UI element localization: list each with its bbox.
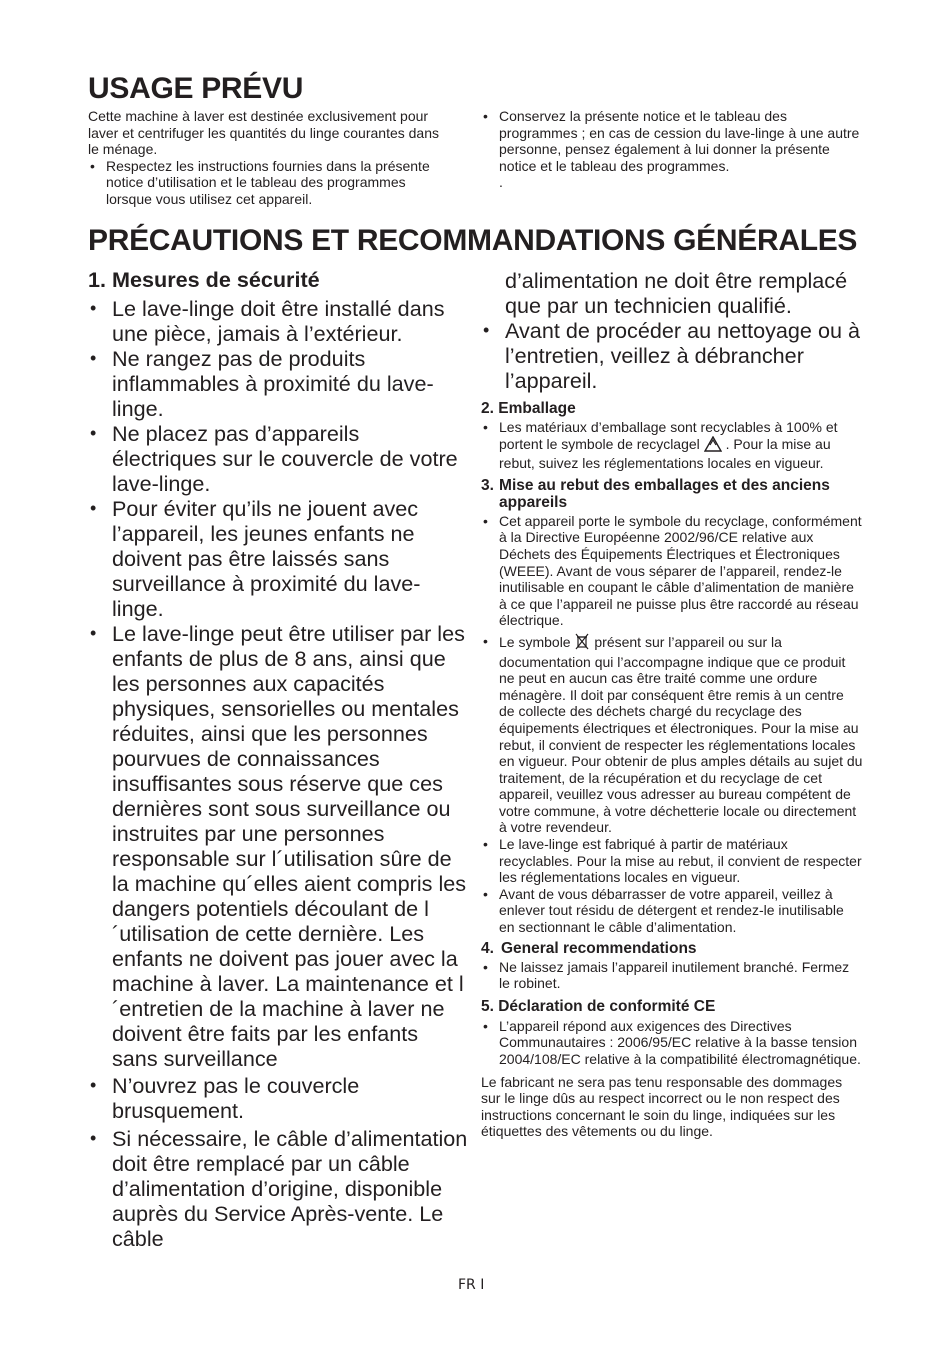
- safety-right-column: [481, 268, 863, 1140]
- disposal-item-symbol-text: Le symbole: [499, 633, 571, 650]
- disposal-item-symbol-text-2: présent sur l’appareil ou sur la documentation qui l’accompagne indique que ce produit ne peut en aucun cas être traité comme une ordure ménagère. Il doit par conséquent être remis à un centre de collecte des déchets chargé du recyclage des équipements électriques et électroniques. Pour la mise au rebut, il convient de respecter les réglementations locales en vigueur. Pour obtenir de plus amples détails au sujet du traitement, de la récupération et du recyclage de cet appareil, veuillez vous adresser au bureau compétent de votre commune, à votre déchetterie locale ou directement à votre revendeur.: [499, 633, 863, 836]
- safety-item-indoor: • Le lave-linge doit être installé dans une pièce, jamais à l’extérieur.: [88, 296, 468, 346]
- usage-bullet-instructions: • Respectez les instructions fournies dans la présente notice d’utilisation et le tableau des programmes lorsque vous utilisez cet appareil.: [88, 158, 443, 208]
- section-title-precautions: PRÉCAUTIONS ET RECOMMANDATIONS GÉNÉRALES: [88, 224, 858, 257]
- crossed-bin-icon: [574, 633, 590, 654]
- packaging-heading: 2. Emballage: [481, 400, 576, 417]
- page-number: FR I: [458, 1277, 485, 1293]
- general-recommendations-heading: [481, 940, 863, 957]
- packaging-item-text-2: . Pour la mise au rebut, suivez les réglementations locales en vigueur.: [499, 435, 831, 472]
- safety-item-power-cable: • Si nécessaire, le câble d’alimentation doit être remplacé par un câble d’alimentation d’origine, disponible auprès du Service Après-vente. Le câble: [88, 1126, 468, 1251]
- usage-bullet-keep-notice: • Conservez la présente notice et le tableau des programmes ; en cas de cession du lave-linge à une autre personne, pensez également à lui donner la présente notice et le tableau des programmes.: [481, 108, 863, 174]
- safety-item-usage-ages: • Le lave-linge peut être utiliser par les enfants de plus de 8 ans, ainsi que les personnes aux capacités physiques, sensorielles ou mentales réduites, ainsi que les personnes pourvues de connaissances insuffisantes sous réserve que ces dernières sont sous surveillance ou instruites par une personnes responsable sur l´utilisation sûre de la machine qu´elles aient compris les dangers potentiels découlant de l´utilisation de cette dernière. Les enfants ne doivent pas jouer avec la machine à laver. La maintenance et l´entretien de la machine à laver ne doivent être faits par les enfants sans surveillance: [88, 621, 468, 1071]
- section-title-usage: USAGE PRÉVU: [88, 72, 304, 105]
- general-recommendations-number: 4.: [481, 939, 494, 957]
- disposal-item-recyclable: • Le lave-linge est fabriqué à partir de matériaux recyclables. Pour la mise au rebut, il convient de respecter les réglementations locales en vigueur.: [481, 836, 863, 886]
- safety-item-flammable: • Ne rangez pas de produits inflammables à proximité du lave-linge.: [88, 346, 468, 421]
- conformity-heading: 5. Déclaration de conformité CE: [481, 997, 716, 1015]
- disposal-heading-number: 3.: [481, 476, 494, 494]
- safety-item-children: • Pour éviter qu’ils ne jouent avec l’appareil, les jeunes enfants ne doivent pas être laissés sans surveillance à proximité du lave- linge.: [88, 496, 468, 621]
- disposal-item-symbol: [481, 633, 863, 836]
- manufacturer-disclaimer: Le fabricant ne sera pas tenu responsable des dommages sur le linge dûs au respect incorrect ou le non respect des instructions concernant le soin du linge, indiquées sur les étiquettes des vêtements ou du linge.: [481, 1073, 843, 1140]
- recycle-icon: [704, 436, 722, 456]
- safety-heading: 1. Mesures de sécurité: [88, 267, 320, 292]
- packaging-item: [481, 419, 863, 472]
- usage-left-column: [88, 108, 443, 208]
- general-recommendations-item: • Ne laissez jamais l’appareil inutilement branché. Fermez le robinet.: [481, 959, 863, 992]
- disposal-item-detergent: • Avant de vous débarrasser de votre appareil, veillez à enlever tout résidu de détergent et rendez-le inutilisable en sectionnant le câble d’alimentation.: [481, 886, 863, 936]
- packaging-item-text: Les matériaux d’emballage sont recyclables à 100% et portent le symbole de recyclagel: [499, 419, 838, 452]
- disposal-heading-text: Mise au rebut des emballages et des anciens appareils: [499, 476, 830, 511]
- safety-cable-continued: d’alimentation ne doit être remplacé que par un technicien qualifié.: [505, 268, 848, 318]
- general-recommendations-text: General recommendations: [501, 939, 697, 957]
- safety-item-electric-devices: • Ne placez pas d’appareils électriques sur le couvercle de votre lave-linge.: [88, 421, 468, 496]
- disposal-item-weee: • Cet appareil porte le symbole du recyclage, conformément à la Directive Européenne 2002/96/CE relative aux Déchets des Équipements Électriques et Électroniques (WEEE). Avant de vous séparer de l’appareil, rendez-le inutilisable en coupant le câble d’alimentation de manière à ce que l’appareil ne puisse plus être raccordé au réseau électrique.: [481, 513, 863, 629]
- safety-left-column: [88, 267, 468, 1251]
- usage-dot: .: [499, 174, 503, 191]
- safety-item-lid: • N’ouvrez pas le couvercle brusquement.: [88, 1073, 468, 1123]
- usage-right-column: [481, 108, 863, 191]
- usage-intro: Cette machine à laver est destinée exclusivement pour laver et centrifuger les quantités du linge courantes dans le ménage.: [88, 108, 439, 158]
- safety-item-unplug: • Avant de procéder au nettoyage ou à l’entretien, veillez à débrancher l’appareil.: [481, 318, 863, 393]
- disposal-heading: [481, 477, 863, 511]
- conformity-item: • L’appareil répond aux exigences des Directives Communautaires : 2006/95/EC relative à la basse tension 2004/108/EC relative à la compatibilité électromagnétique.: [481, 1018, 863, 1068]
